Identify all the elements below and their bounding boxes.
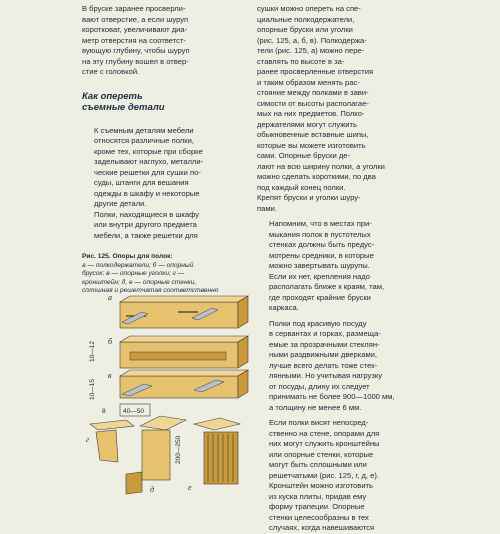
left-column <box>82 4 250 296</box>
figure-g-bracket <box>86 420 142 494</box>
text-line: держателями могут служить <box>257 119 357 129</box>
text-line: располагать ближе к краям, там, <box>269 282 385 291</box>
text-line: метр отверстия на соответст- <box>82 35 186 45</box>
text-line: другие детали. <box>94 199 147 208</box>
text-line: мыкания полок в пустотелых <box>269 229 371 239</box>
text-line: кроме тех, которые при сборке <box>94 146 203 156</box>
text-line: ставлять по высоте в за- <box>257 56 345 66</box>
text-line: ными раздвижными дверками, <box>269 350 378 359</box>
paragraph-shelf-holders <box>257 4 409 214</box>
text-line: Если их нет, крепления надо <box>269 271 370 281</box>
illustration-svg <box>82 292 250 500</box>
text-line: К съемным деталям мебели <box>94 125 194 135</box>
text-line: В бруске заранее просверли- <box>82 4 186 13</box>
text-line: вают отверстие, а если шуруп <box>82 14 189 24</box>
text-line: от посуды, длину их следует <box>269 381 370 391</box>
text-line: где проходят крайние бруски <box>269 292 371 302</box>
text-line: Полки, находящиеся в шкафу <box>94 209 200 219</box>
paragraph-wall-shelves <box>257 418 409 534</box>
text-line: могут быть сплошными или <box>269 460 367 469</box>
paragraph-mounting <box>257 219 409 314</box>
text-line: (рис. 125, а, б, в). Полкодержа- <box>257 35 367 45</box>
paragraph-removable-parts <box>82 126 250 210</box>
label-e: е <box>188 483 192 492</box>
text-line: или внутри другого предмета <box>94 220 197 229</box>
text-line: мебели, а также решетки для <box>94 230 198 240</box>
dimension-callout <box>102 404 150 416</box>
text-line: тели (рис. 125, а) можно пере- <box>257 46 365 55</box>
text-line: принимать не более 900—1000 мм, <box>269 392 395 401</box>
text-line: решетчатыми (рис. 125, г, д, е). <box>269 470 379 480</box>
dimension-label: 10—15 <box>89 379 96 400</box>
label-v: в <box>108 371 112 380</box>
text-line: коротковат, увеличивают диа- <box>82 25 188 34</box>
text-line: стенки целесообразны в тех <box>269 512 369 522</box>
caption-line: сплошная и решетчатая соответственно <box>82 287 219 295</box>
text-line: заделывают наглухо, металли- <box>94 157 204 166</box>
text-line: мотрены средники, в которые <box>269 250 374 260</box>
label-g: г <box>86 435 90 444</box>
caption-line: а — полкодержатели; б — опорный <box>82 261 194 269</box>
text-line: ственно на стене, опорами для <box>269 428 380 438</box>
text-line: на эту глубину вошел в отвер- <box>82 56 189 66</box>
text-line: Напомним, что в местах при- <box>269 219 372 228</box>
text-line: суды, штанги для вешания <box>94 178 189 187</box>
figure-caption <box>82 253 250 296</box>
text-line: относятся различные полки, <box>94 136 194 145</box>
figure-e-slatted-wall <box>188 418 240 492</box>
caption-line: кронштейн; д, е — опорные стенки, <box>82 278 197 286</box>
dimension-label: 10—12 <box>89 341 96 362</box>
text-line: стояние между полками в зави- <box>257 88 369 97</box>
paragraph-shelves <box>82 210 250 242</box>
text-line: в сервантах и горках, размеща- <box>269 329 381 338</box>
text-line: которые вы можете изготовить <box>257 140 366 150</box>
text-line: можно завертывать шурупы. <box>269 261 370 270</box>
text-line: ранее просверленные отверстия <box>257 67 374 76</box>
figure-d-solid-wall <box>140 416 186 494</box>
caption-line: брусок; в — опорные уголки; г — <box>82 270 185 278</box>
text-line: опорные бруски или уголки <box>257 25 353 34</box>
text-line: лают на всю ширину полки, а уголки <box>257 161 385 171</box>
text-line: сушки можно опереть на спе- <box>257 4 361 13</box>
shelf-supports-illustration <box>82 292 250 500</box>
text-line: Если полки висят непосред- <box>269 418 369 427</box>
section-heading <box>82 91 250 114</box>
text-line: лучше всего делать тоже стек- <box>269 360 378 370</box>
dimension-label: 8 <box>102 408 106 415</box>
paragraph-screw-hole <box>82 4 250 78</box>
text-line: Полки под красивую посуду <box>269 318 367 328</box>
text-line: мых на них предметов. Полко- <box>257 109 365 118</box>
label-b: б <box>108 337 113 346</box>
text-line: вующую глубину, чтобы шуруп <box>82 46 190 55</box>
text-line: ческие решетки для сушки по- <box>94 167 201 177</box>
text-line: пами. <box>257 203 277 213</box>
text-line: обыкновенные вставные шипы, <box>257 130 369 139</box>
heading-line: съемные детали <box>82 102 165 113</box>
heading-line: Как оперeть <box>82 90 143 102</box>
text-line: стие с головкой. <box>82 67 140 76</box>
text-line: под каждый конец полки. <box>257 182 346 192</box>
text-line: каркаса. <box>269 303 299 312</box>
text-line: лянными. Но учитывая нагрузку <box>269 371 383 380</box>
text-line: случаях, когда навешиваются <box>269 523 375 532</box>
right-column <box>257 4 409 534</box>
dimension-label: 200—250 <box>175 435 182 464</box>
text-line: циальные полкодержатели, <box>257 14 355 24</box>
figure-v-support-angles <box>108 370 248 398</box>
text-line: них могут служить кронштейны <box>269 439 380 448</box>
text-line: симости от высоты располагае- <box>257 98 369 108</box>
text-line: одежды в шкафу и некоторые <box>94 188 200 198</box>
label-d: д <box>150 485 155 494</box>
text-line: сами. Опорные бруски де- <box>257 151 351 160</box>
text-line: Крепят бруски и уголки шуру- <box>257 193 361 202</box>
dimension-label: 40—50 <box>123 408 144 415</box>
text-line: или опорные стенки, которые <box>269 449 374 459</box>
text-line: из куска плиты, придав ему <box>269 491 367 501</box>
text-line: а толщину не менее 6 мм. <box>269 402 362 412</box>
text-line: можно сделать короткими, по два <box>257 172 376 181</box>
caption-title: Рис. 125. Опоры для полок: <box>82 253 173 260</box>
text-line: Кронштейн можно изготовить <box>269 481 373 490</box>
paragraph-glass-shelves <box>257 319 409 414</box>
text-line: и таким образом менять рас- <box>257 77 360 87</box>
label-a: а <box>108 293 112 302</box>
text-line: форму трапеции. Опорные <box>269 502 365 511</box>
text-line: стенках должны быть предус- <box>269 240 375 249</box>
text-line: емые за прозрачными стеклян- <box>269 339 380 349</box>
